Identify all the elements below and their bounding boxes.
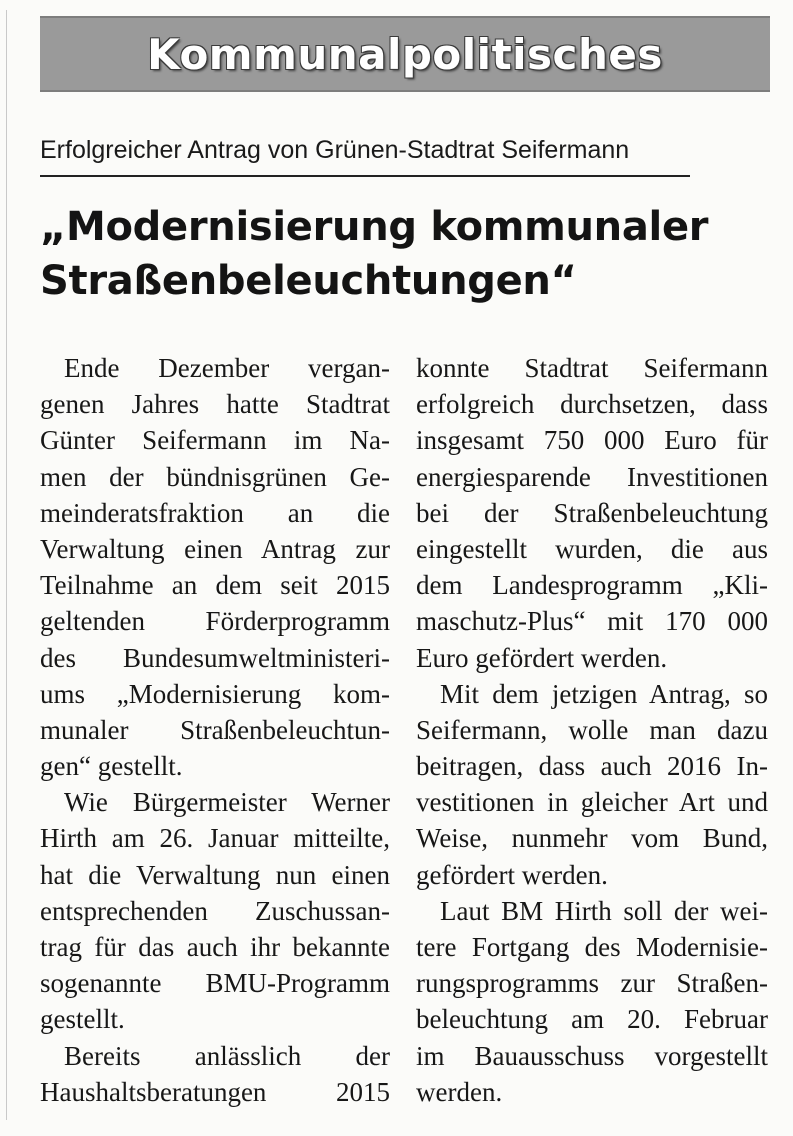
article-column-right (416, 350, 768, 1110)
article-column-left (40, 350, 390, 1110)
text-line: gestellt. (40, 1004, 125, 1035)
text-line: eingestellt wurden, die aus (416, 533, 768, 564)
text-line: ums „Modernisierung kom- (40, 678, 390, 709)
text-line: trag für das auch ihr bekannte (40, 932, 390, 962)
text-line: beleuchtung am 20. Februar (416, 1004, 768, 1035)
text-line: meinderatsfraktion an die (40, 497, 390, 528)
text-line: Laut BM Hirth soll der wei- (440, 895, 768, 926)
text-line: im Bauausschuss vorgestellt (416, 1040, 768, 1071)
text-line: munaler Straßenbeleuchtun- (40, 714, 390, 745)
text-line: gen“ gestellt. (40, 751, 183, 782)
kicker-subheading: Erfolgreicher Antrag von Grünen-Stadtrat Seifermann (40, 136, 630, 164)
article-headline (40, 200, 780, 308)
headline-line: Straßenbeleuchtungen“ (40, 258, 577, 304)
text-line: werden. (416, 1076, 503, 1107)
text-line: geltenden Förderprogramm (40, 606, 390, 637)
text-line: gefördert werden. (416, 859, 608, 890)
text-line: maschutz-Plus“ mit 170 000 (416, 606, 768, 637)
text-line: dem Landesprogramm „Kli- (416, 570, 768, 601)
page-edge (6, 10, 7, 1120)
kicker-underline (40, 175, 690, 177)
text-line: energiesparende Investitionen (416, 461, 768, 492)
text-line: entsprechenden Zuschussan- (40, 895, 390, 926)
text-line: Verwaltung einen Antrag zur (40, 533, 390, 564)
text-line: Euro gefördert werden. (416, 642, 668, 673)
text-line: tere Fortgang des Modernisie- (416, 932, 768, 962)
text-line: Hirth am 26. Januar mitteilte, (40, 823, 390, 854)
text-line: genen Jahres hatte Stadtrat (40, 389, 390, 420)
text-line: Wie Bürgermeister Werner (64, 787, 390, 818)
text-line: erfolgreich durchsetzen, dass (416, 389, 768, 420)
text-line: insgesamt 750 000 Euro für (416, 425, 768, 456)
text-line: Weise, nunmehr vom Bund, (416, 823, 768, 854)
section-title: Kommunalpolitisches (147, 29, 663, 79)
text-line: konnte Stadtrat Seifermann (416, 353, 768, 383)
text-line: sogenannte BMU-Programm (40, 968, 390, 999)
headline-line: „Modernisierung kommunaler (40, 204, 709, 250)
text-line: bei der Straßenbeleuchtung (416, 497, 768, 528)
text-line: vestitionen in gleicher Art und (416, 787, 768, 818)
text-line: Teilnahme an dem seit 2015 (40, 570, 390, 601)
text-line: rungsprogramms zur Straßen- (416, 968, 768, 999)
text-line: hat die Verwaltung nun einen (40, 859, 390, 890)
text-line: Mit dem jetzigen Antrag, so (440, 678, 768, 709)
text-line: Seifermann, wolle man dazu (416, 714, 768, 745)
text-line: beitragen, dass auch 2016 In- (416, 751, 768, 782)
text-line: Ende Dezember vergan- (64, 353, 390, 383)
text-line: des Bundesumweltministeri- (40, 642, 390, 673)
section-banner (40, 16, 770, 92)
text-line: Haushaltsberatungen 2015 (40, 1076, 390, 1107)
text-line: Bereits anlässlich der (64, 1040, 390, 1071)
text-line: men der bündnisgrünen Ge- (40, 461, 390, 492)
text-line: Günter Seifermann im Na- (40, 425, 390, 456)
